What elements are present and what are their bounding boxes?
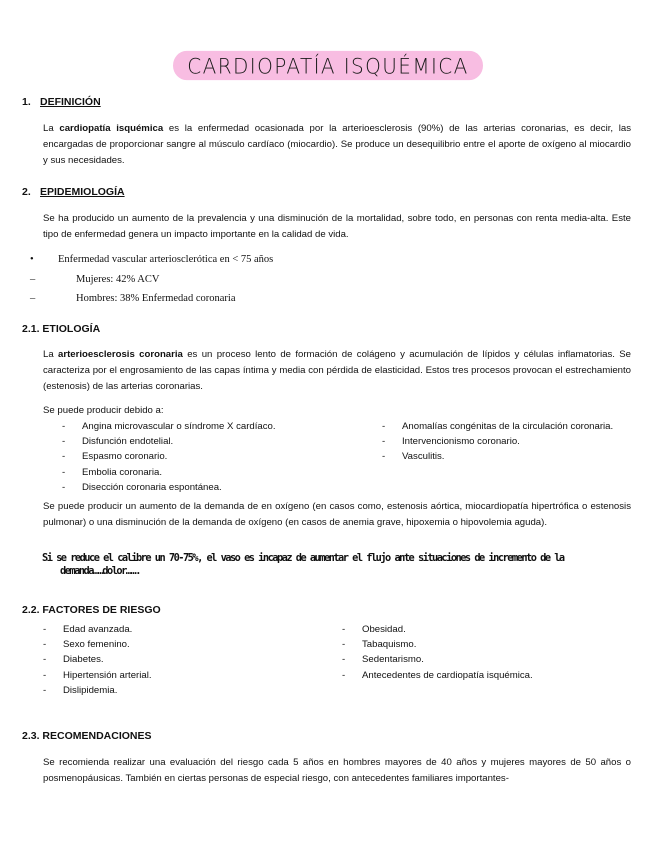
causes-list-left <box>62 419 362 495</box>
list-item: - Anomalías congénitas de la circulación coronaria. <box>382 419 626 434</box>
section-number: 2. <box>22 186 31 198</box>
dash-mark: – <box>30 274 36 285</box>
list-item: - Intervencionismo coronario. <box>382 434 626 449</box>
causes-intro: Se puede producir debido a: <box>43 405 164 416</box>
note-line: Si se reduce el calibre un 70-75%, el vaso es incapaz de aumentar el flujo ante situaciones de incremento de la <box>42 552 564 564</box>
bold-term: cardiopatía isquémica <box>59 123 164 134</box>
list-item: - Hipertensión arterial. <box>43 668 333 683</box>
text-run: La <box>43 123 60 134</box>
recommendations-paragraph: Se recomienda realizar una evaluación del riesgo cada 5 años en hombres mayores de 40 años y mujeres mayores de 50 años o posmenopáusicas. También en ciertas personas de especial riesgo, con antecedentes familiares importantes- <box>43 757 631 784</box>
section-heading-etiologia: 2.1. ETIOLOGÍA <box>22 323 101 335</box>
section-heading-factores: 2.2. FACTORES DE RIESGO <box>22 604 161 616</box>
list-item: - Embolia coronaria. <box>62 465 362 480</box>
list-item: - Antecedentes de cardiopatía isquémica. <box>342 668 632 683</box>
page-title: CARDIOPATÍA ISQUÉMICA <box>173 51 482 80</box>
list-item: - Obesidad. <box>342 622 632 637</box>
etiology-paragraph <box>43 347 631 395</box>
risk-list-right <box>342 622 632 683</box>
handwritten-note <box>42 552 642 578</box>
causes-list-right <box>382 419 626 465</box>
demand-paragraph: Se puede producir un aumento de la demanda de en oxígeno (en casos como, estenosis aórtica, miocardiopatía hipertrófica o estenosis pulmonar) o una disminución de la demanda de oxígeno (en casos de anemia grave, hipoxemia o hipovolemia aguda). <box>43 501 631 528</box>
title-banner <box>0 52 656 79</box>
text-run: es la enfermedad ocasionada por la arterioesclerosis (90%) de las arterias coronarias, es decir, las encargadas de proporcionar sangre al músculo cardíaco (miocardio). Se produce un desequilibrio entre el aporte de oxígeno al miocardio y sus necesidades. <box>43 123 631 166</box>
note-line: demanda……dolor……. <box>60 565 140 577</box>
section-heading-epidemiologia <box>22 186 125 198</box>
risk-list-left <box>43 622 333 698</box>
section-heading-recomendaciones: 2.3. RECOMENDACIONES <box>22 730 152 742</box>
sub-item-text: Mujeres: 42% ACV <box>76 274 160 285</box>
text-run: La <box>43 349 59 360</box>
text-run: es un proceso lento de formación de colágeno y acumulación de lípidos y células inflamatorias. Se caracteriza por el engrosamiento de las capas íntima y media con pérdida de elasticidad. Estos tres procesos provocan el estrechamiento (estenosis) de las arterias coronarias. <box>43 349 631 392</box>
bold-term: arterioesclerosis coronaria <box>58 349 183 360</box>
list-item: - Diabetes. <box>43 652 333 667</box>
definition-paragraph <box>43 121 631 169</box>
list-item: - Sexo femenino. <box>43 637 333 652</box>
list-item: - Disección coronaria espontánea. <box>62 480 362 495</box>
list-item: - Dislipidemia. <box>43 683 333 698</box>
dash-mark: – <box>30 293 36 304</box>
list-item: - Disfunción endotelial. <box>62 434 362 449</box>
section-heading-definicion <box>22 96 101 108</box>
list-item: - Vasculitis. <box>382 449 626 464</box>
list-item: - Espasmo coronario. <box>62 449 362 464</box>
section-number: 1. <box>22 96 31 108</box>
list-item: - Tabaquismo. <box>342 637 632 652</box>
bullet-text: Enfermedad vascular arteriosclerótica en < 75 años <box>58 254 274 265</box>
epidemiology-paragraph: Se ha producido un aumento de la prevalencia y una disminución de la mortalidad, sobre todo, en personas con renta media-alta. Este tipo de enfermedad genera un impacto importante en la calidad de vida. <box>43 213 631 240</box>
bullet-mark: • <box>30 254 34 265</box>
section-title: DEFINICIÓN <box>40 96 101 108</box>
list-item: - Angina microvascular o síndrome X cardíaco. <box>62 419 362 434</box>
sub-item-text: Hombres: 38% Enfermedad coronaria <box>76 293 236 304</box>
list-item: - Edad avanzada. <box>43 622 333 637</box>
list-item: - Sedentarismo. <box>342 652 632 667</box>
section-title: EPIDEMIOLOGÍA <box>40 186 125 198</box>
